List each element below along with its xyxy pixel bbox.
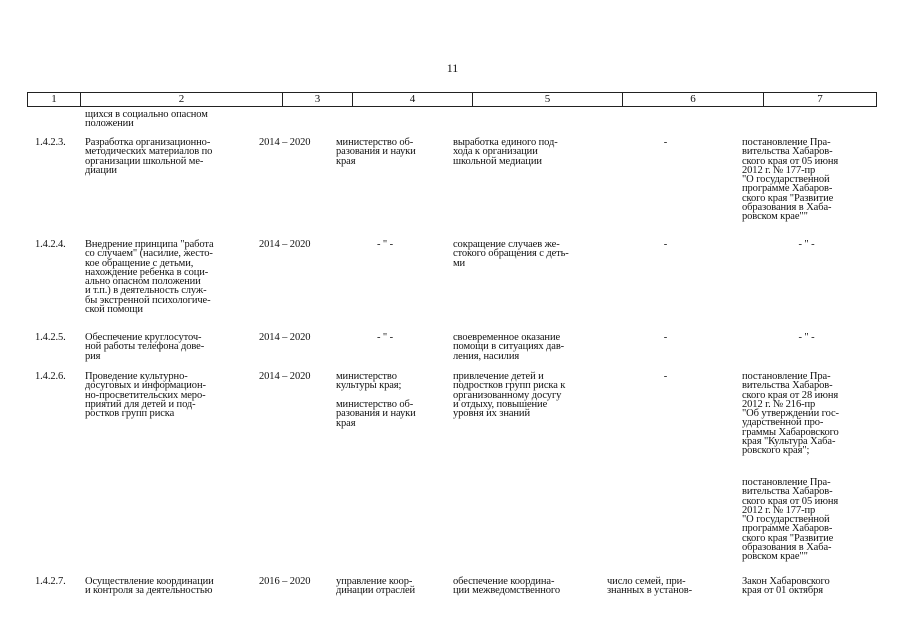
header-col-6: 6 <box>622 93 763 107</box>
row-result: выработка единого под- хода к организации школьной медиации <box>453 137 558 167</box>
header-col-2: 2 <box>80 93 282 107</box>
row-indicator: число семей, при- знанных в установ- <box>607 576 692 597</box>
row-period: 2014 – 2020 <box>259 371 311 382</box>
row-name: Разработка организационно- методических материалов по организации школьной ме- диации <box>85 137 213 176</box>
row-result: своевременное оказание помощи в ситуациях дав- ления, насилия <box>453 332 565 362</box>
row-basis: постановление Пра- вительства Хабаров- ского края от 05 июня 2012 г. № 177-пр "О государственной программе Хабаров- ского края "Развитие образования в Хаба- ровском крае"" <box>742 137 839 223</box>
row-basis: - " - <box>798 332 815 343</box>
row-executor: управление коор- динации отраслей <box>336 576 416 597</box>
header-col-5: 5 <box>472 93 622 107</box>
row-number: 1.4.2.5. <box>35 332 66 343</box>
row-period: 2014 – 2020 <box>259 239 311 250</box>
row-basis: постановление Пра- вительства Хабаров- ского края от 28 июня 2012 г. № 216-пр "Об утверждении гос- ударственной про- граммы Хабаровского края "Культура Хаба- ровского края"; <box>742 371 839 457</box>
row-name: Проведение культурно- досуговых и информацион- но-просветительских меро- приятий для детей и под- ростков групп риска <box>85 371 206 420</box>
header-col-4: 4 <box>352 93 472 107</box>
row-period: 2014 – 2020 <box>259 137 311 148</box>
row-name: Осуществление координации и контроля за деятельностью <box>85 576 214 597</box>
row-indicator: - <box>663 137 668 148</box>
row-result: обеспечение координа- ции межведомственного <box>453 576 560 597</box>
row-period: 2016 – 2020 <box>259 576 311 587</box>
row-indicator: - <box>663 239 668 250</box>
row-number: 1.4.2.6. <box>35 371 66 382</box>
row-result: сокращение случаев же- стокого обращения с деть- ми <box>453 239 569 269</box>
row-period: 2014 – 2020 <box>259 332 311 343</box>
row-executor-secondary: министерство об- разования и науки края <box>336 399 416 429</box>
row-executor: - " - <box>376 332 394 343</box>
continuation-text: щихся в социально опасном положении <box>85 109 208 130</box>
row-number: 1.4.2.4. <box>35 239 66 250</box>
row-basis: Закон Хабаровского края от 01 октября <box>742 576 830 597</box>
page-number: 11 <box>446 61 459 75</box>
row-indicator: - <box>663 332 668 343</box>
header-col-3: 3 <box>282 93 352 107</box>
row-name: Внедрение принципа "работа со случаем" (насилие, жесто- кое обращение с детьми, нахождение ребенка в соци- ально опасном положении и т.п.) в деятельность служ- бы экстренной психологиче- ской помощи <box>85 239 214 316</box>
header-col-7: 7 <box>763 93 877 107</box>
table-header-row <box>27 92 877 107</box>
row-number: 1.4.2.7. <box>35 576 66 587</box>
header-col-1: 1 <box>27 93 80 107</box>
row-name: Обеспечение круглосуточ- ной работы телефона дове- рия <box>85 332 205 362</box>
row-basis: - " - <box>798 239 815 250</box>
row-executor: министерство культуры края; <box>336 371 402 392</box>
row-indicator: - <box>663 371 668 382</box>
row-number: 1.4.2.3. <box>35 137 66 148</box>
row-executor: - " - <box>376 239 394 250</box>
row-basis-secondary: постановление Пра- вительства Хабаров- ского края от 05 июня 2012 г. № 177-пр "О государственной программе Хабаров- ского края "Развитие образования в Хаба- ровском крае"" <box>742 477 839 563</box>
row-result: привлечение детей и подростков групп риска к организованному досугу и отдыху, повышение уровня их знаний <box>453 371 566 420</box>
row-executor: министерство об- разования и науки края <box>336 137 416 167</box>
